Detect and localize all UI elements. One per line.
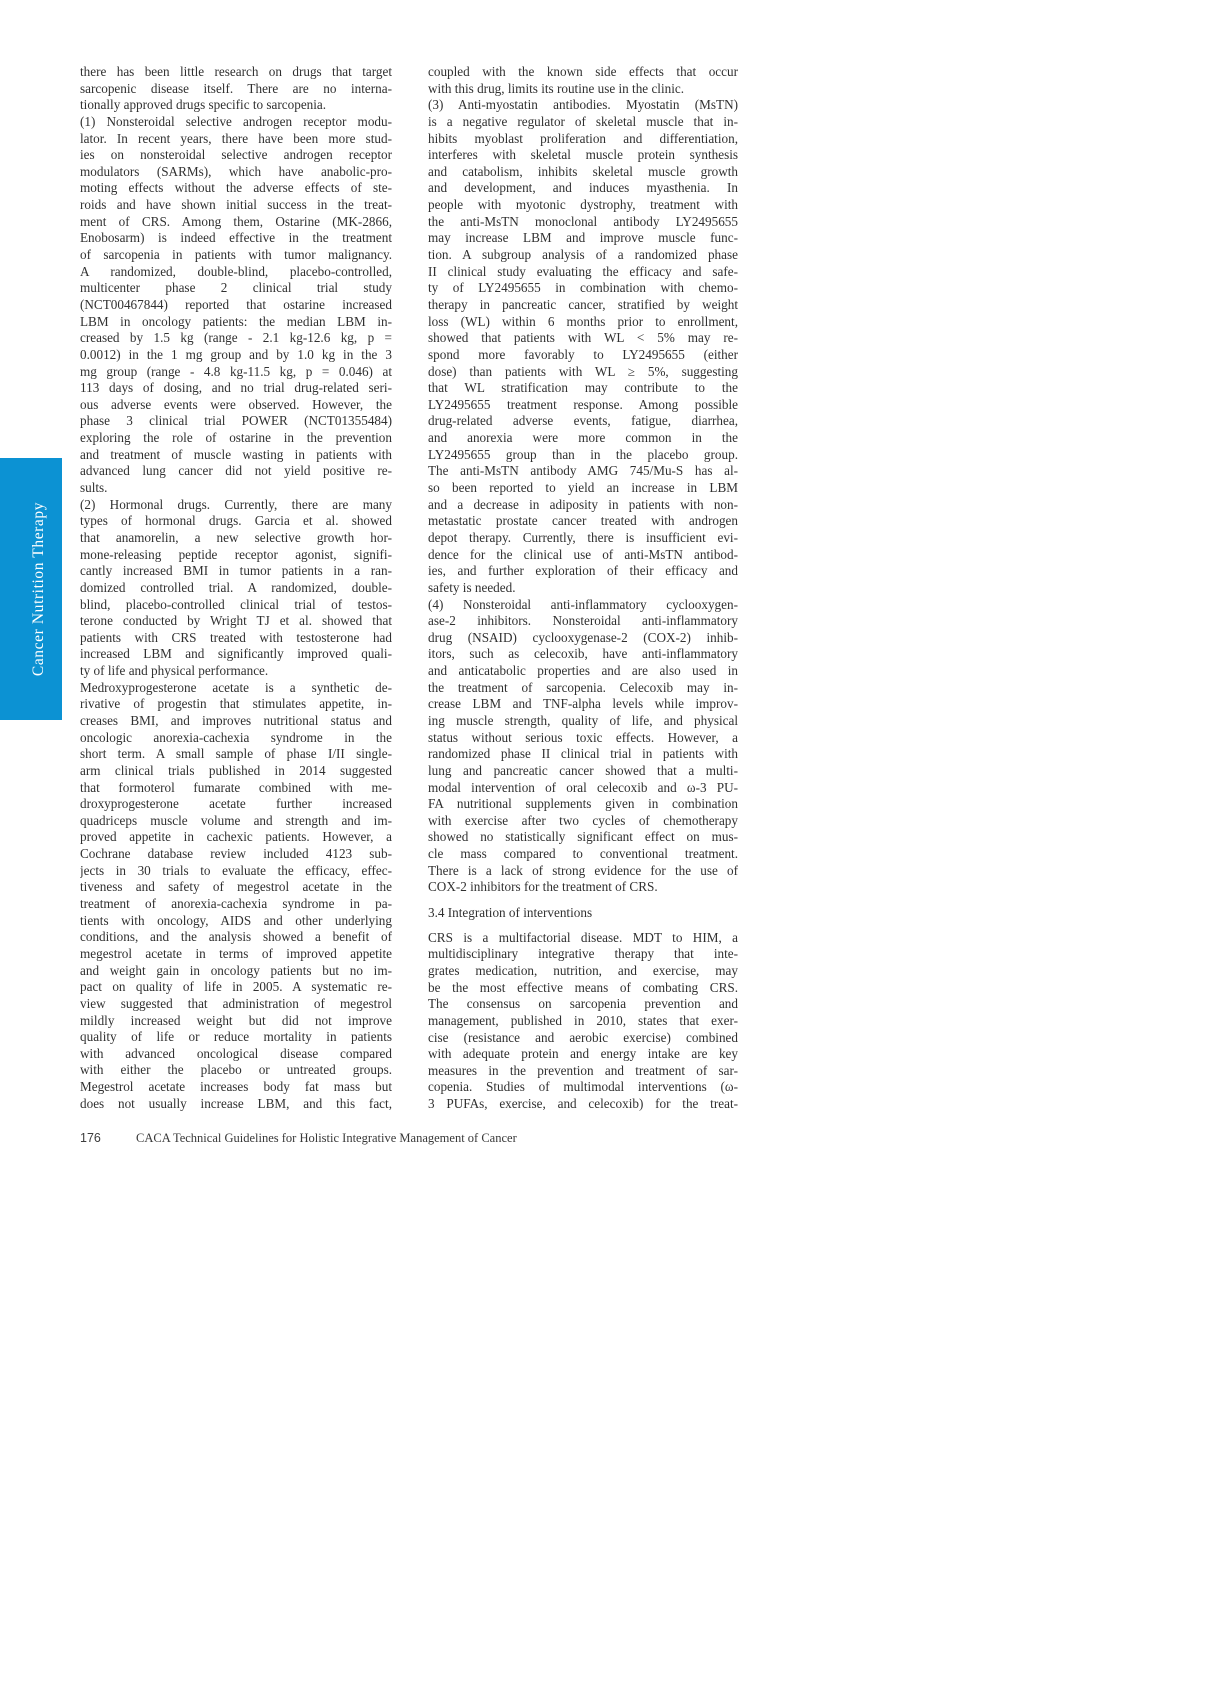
text-line: II clinical study evaluating the efficacy and safe-: [428, 263, 738, 279]
text-line: oncologic anorexia-cachexia syndrome in the: [80, 729, 392, 745]
text-line: loss (WL) within 6 months prior to enrollment,: [428, 313, 738, 329]
text-line: (2) Hormonal drugs. Currently, there are many: [80, 496, 392, 512]
text-line: of sarcopenia in patients with tumor malignancy.: [80, 247, 392, 263]
text-line: status without serious toxic effects. However, a: [428, 729, 738, 745]
text-line: itors, such as celecoxib, have anti-inflammatory: [428, 646, 738, 662]
text-line: interferes with skeletal muscle protein synthesis: [428, 147, 738, 163]
chapter-tab: [0, 458, 62, 720]
text-line: cle mass compared to conventional treatment.: [428, 846, 738, 862]
text-line: ing muscle strength, quality of life, and physical: [428, 712, 738, 728]
text-line: tiveness and safety of megestrol acetate in the: [80, 879, 392, 895]
text-line: with advanced oncological disease compared: [80, 1045, 392, 1061]
text-line: LY2495655 group than in the placebo group.: [428, 446, 738, 462]
text-line: CRS is a multifactorial disease. MDT to HIM, a: [428, 929, 738, 945]
footer-title: CACA Technical Guidelines for Holistic Integrative Management of Cancer: [136, 1131, 517, 1145]
text-line: does not usually increase LBM, and this fact,: [80, 1095, 392, 1111]
text-line: roids and have shown initial success in the treat-: [80, 197, 392, 213]
text-line: metastatic prostate cancer treated with androgen: [428, 513, 738, 529]
text-line: cise (resistance and aerobic exercise) combined: [428, 1029, 738, 1045]
text-line: there has been little research on drugs that target: [80, 64, 392, 79]
text-line: dose) than patients with WL ≥ 5%, suggesting: [428, 363, 738, 379]
text-line: with exercise after two cycles of chemotherapy: [428, 812, 738, 828]
text-line: copenia. Studies of multimodal interventions (ω-: [428, 1079, 738, 1095]
text-line: drug (NSAID) cyclooxygenase-2 (COX-2) inhib-: [428, 629, 738, 645]
text-line: may increase LBM and improve muscle func-: [428, 230, 738, 246]
text-line: modal intervention of oral celecoxib and ω-3 PU-: [428, 779, 738, 795]
text-line: ty of life and physical performance.: [80, 663, 269, 679]
text-line: with either the placebo or untreated groups.: [80, 1062, 392, 1078]
text-line: management, published in 2010, states that exer-: [428, 1012, 738, 1028]
text-line: types of hormonal drugs. Garcia et al. showed: [80, 513, 392, 529]
text-line: and treatment of muscle wasting in patients with: [80, 446, 392, 462]
text-line: the anti-MsTN monoclonal antibody LY2495655: [428, 213, 738, 229]
text-line: showed that patients with WL < 5% may re-: [428, 330, 738, 346]
text-line: terone conducted by Wright TJ et al. showed that: [80, 613, 392, 629]
page-number: 176: [80, 1131, 101, 1145]
text-line: sults.: [80, 480, 108, 496]
text-line: multidisciplinary integrative therapy that inte-: [428, 946, 738, 962]
page-footer: [80, 1131, 740, 1146]
text-line: grates medication, nutrition, and exercise, may: [428, 962, 738, 978]
text-line: advanced lung cancer did not yield positive re-: [80, 463, 392, 479]
text-line: is a negative regulator of skeletal muscle that in-: [428, 113, 738, 129]
text-line: tionally approved drugs specific to sarcopenia.: [80, 97, 327, 113]
text-line: and anorexia were more common in the: [428, 430, 738, 446]
text-line: megestrol acetate in terms of improved appetite: [80, 945, 392, 961]
text-line: mg group (range - 4.8 kg-11.5 kg, p = 0.046) at: [80, 363, 392, 379]
text-line: jects in 30 trials to evaluate the efficacy, effec-: [80, 862, 392, 878]
text-line: quality of life or reduce mortality in patients: [80, 1029, 392, 1045]
text-line: showed no statistically significant effect on mus-: [428, 829, 738, 845]
text-line: Megestrol acetate increases body fat mass but: [80, 1079, 392, 1095]
text-line: increased LBM and significantly improved quali-: [80, 646, 392, 662]
text-line: domized controlled trial. A randomized, double-: [80, 579, 392, 595]
text-line: with this drug, limits its routine use in the clinic.: [428, 80, 685, 96]
text-line: phase 3 clinical trial POWER (NCT01355484): [80, 413, 392, 429]
text-line: drug-related adverse events, fatigue, diarrhea,: [428, 413, 738, 429]
text-line: 3 PUFAs, exercise, and celecoxib) for the treat-: [428, 1096, 738, 1112]
text-line: short term. A small sample of phase I/II single-: [80, 746, 392, 762]
text-line: proved appetite in cachexic patients. However, a: [80, 829, 392, 845]
text-line: ies, and further exploration of their efficacy and: [428, 563, 738, 579]
text-line: that formoterol fumarate combined with me-: [80, 779, 392, 795]
text-line: randomized phase II clinical trial in patients with: [428, 746, 738, 762]
text-line: mone-releasing peptide receptor agonist, signifi-: [80, 546, 392, 562]
text-line: quadriceps muscle volume and strength and im-: [80, 812, 392, 828]
text-line: 0.0012) in the 1 mg group and by 1.0 kg in the 3: [80, 346, 392, 362]
text-line: dence for the clinical use of anti-MsTN antibod-: [428, 546, 738, 562]
text-line: ies on nonsteroidal selective androgen receptor: [80, 147, 392, 163]
text-line: treatment of anorexia-cachexia syndrome in pa-: [80, 896, 392, 912]
text-line: The anti-MsTN antibody AMG 745/Mu-S has al-: [428, 463, 738, 479]
text-line: and weight gain in oncology patients but no im-: [80, 962, 392, 978]
text-line: coupled with the known side effects that occur: [428, 64, 738, 79]
text-line: be the most effective means of combating CRS.: [428, 979, 738, 995]
text-line: blind, placebo-controlled clinical trial of testos-: [80, 596, 392, 612]
text-line: LY2495655 treatment response. Among possible: [428, 396, 738, 412]
text-line: COX-2 inhibitors for the treatment of CRS.: [428, 879, 658, 895]
text-line: with adequate protein and energy intake are key: [428, 1046, 738, 1062]
text-line: multicenter phase 2 clinical trial study: [80, 280, 392, 296]
chapter-tab-label: Cancer Nutrition Therapy: [30, 501, 48, 677]
text-line: ty of LY2495655 in combination with chemo-: [428, 280, 738, 296]
text-line: measures in the prevention and treatment of sar-: [428, 1062, 738, 1078]
text-line: moting effects without the adverse effects of ste-: [80, 180, 392, 196]
right-column: [428, 64, 738, 1113]
text-line: and development, and induces myasthenia. In: [428, 180, 738, 196]
text-line: rivative of progestin that stimulates appetite, in-: [80, 696, 392, 712]
text-line: so been reported to yield an increase in LBM: [428, 480, 738, 496]
text-line: creases BMI, and improves nutritional status and: [80, 712, 392, 728]
text-line: and anticatabolic properties and are also used in: [428, 663, 738, 679]
text-line: people with myotonic dystrophy, treatment with: [428, 197, 738, 213]
text-line: LBM in oncology patients: the median LBM in-: [80, 313, 392, 329]
text-line: mildly increased weight but did not improve: [80, 1012, 392, 1028]
text-line: (4) Nonsteroidal anti-inflammatory cyclooxygen-: [428, 596, 738, 612]
text-line: (3) Anti-myostatin antibodies. Myostatin (MsTN): [428, 97, 738, 113]
text-line: patients with CRS treated with testosterone had: [80, 629, 392, 645]
text-line: arm clinical trials published in 2014 suggested: [80, 762, 392, 778]
text-line: and catabolism, inhibits skeletal muscle growth: [428, 163, 738, 179]
text-line: the treatment of sarcopenia. Celecoxib may in-: [428, 679, 738, 695]
text-line: that WL stratification may contribute to the: [428, 380, 738, 396]
text-line: lung and pancreatic cancer showed that a multi-: [428, 762, 738, 778]
text-line: therapy in pancreatic cancer, stratified by weight: [428, 296, 738, 312]
text-line: creased by 1.5 kg (range - 2.1 kg-12.6 kg, p =: [80, 330, 392, 346]
text-line: cantly increased BMI in tumor patients in a ran-: [80, 563, 392, 579]
text-line: FA nutritional supplements given in combination: [428, 796, 738, 812]
text-line: crease LBM and TNF-alpha levels while improv-: [428, 696, 738, 712]
text-line: Enobosarm) is indeed effective in the treatment: [80, 230, 392, 246]
text-line: hibits myoblast proliferation and differentiation,: [428, 130, 738, 146]
text-line: Medroxyprogesterone acetate is a synthetic de-: [80, 679, 392, 695]
text-line: spond more favorably to LY2495655 (either: [428, 346, 738, 362]
text-line: ment of CRS. Among them, Ostarine (MK-2866,: [80, 213, 392, 229]
text-line: 113 days of dosing, and no trial drug-related seri-: [80, 380, 392, 396]
text-line: exploring the role of ostarine in the prevention: [80, 430, 392, 446]
left-column: [80, 64, 392, 1112]
text-line: A randomized, double-blind, placebo-controlled,: [80, 263, 392, 279]
text-line: conditions, and the analysis showed a benefit of: [80, 929, 392, 945]
text-line: safety is needed.: [428, 579, 516, 595]
text-line: modulators (SARMs), which have anabolic-pro-: [80, 163, 392, 179]
text-line: tion. A subgroup analysis of a randomized phase: [428, 247, 738, 263]
text-line: depot therapy. Currently, there is insufficient evi-: [428, 529, 738, 545]
text-line: (1) Nonsteroidal selective androgen receptor modu-: [80, 113, 392, 129]
text-line: and a decrease in adiposity in patients with non-: [428, 496, 738, 512]
text-line: lator. In recent years, there have been more stud-: [80, 130, 392, 146]
text-line: that anamorelin, a new selective growth hor-: [80, 529, 392, 545]
text-line: tients with oncology, AIDS and other underlying: [80, 912, 392, 928]
section-heading: 3.4 Integration of interventions: [428, 905, 593, 921]
text-line: view suggested that administration of megestrol: [80, 995, 392, 1011]
text-line: ase-2 inhibitors. Nonsteroidal anti-inflammatory: [428, 613, 738, 629]
text-line: droxyprogesterone acetate further increased: [80, 796, 392, 812]
text-line: There is a lack of strong evidence for the use of: [428, 862, 738, 878]
text-line: pact on quality of life in 2005. A systematic re-: [80, 979, 392, 995]
text-line: Cochrane database review included 4123 sub-: [80, 846, 392, 862]
text-line: ous adverse events were observed. However, the: [80, 396, 392, 412]
text-line: sarcopenic disease itself. There are no interna-: [80, 80, 392, 96]
text-line: The consensus on sarcopenia prevention and: [428, 996, 738, 1012]
text-line: (NCT00467844) reported that ostarine increased: [80, 296, 392, 312]
